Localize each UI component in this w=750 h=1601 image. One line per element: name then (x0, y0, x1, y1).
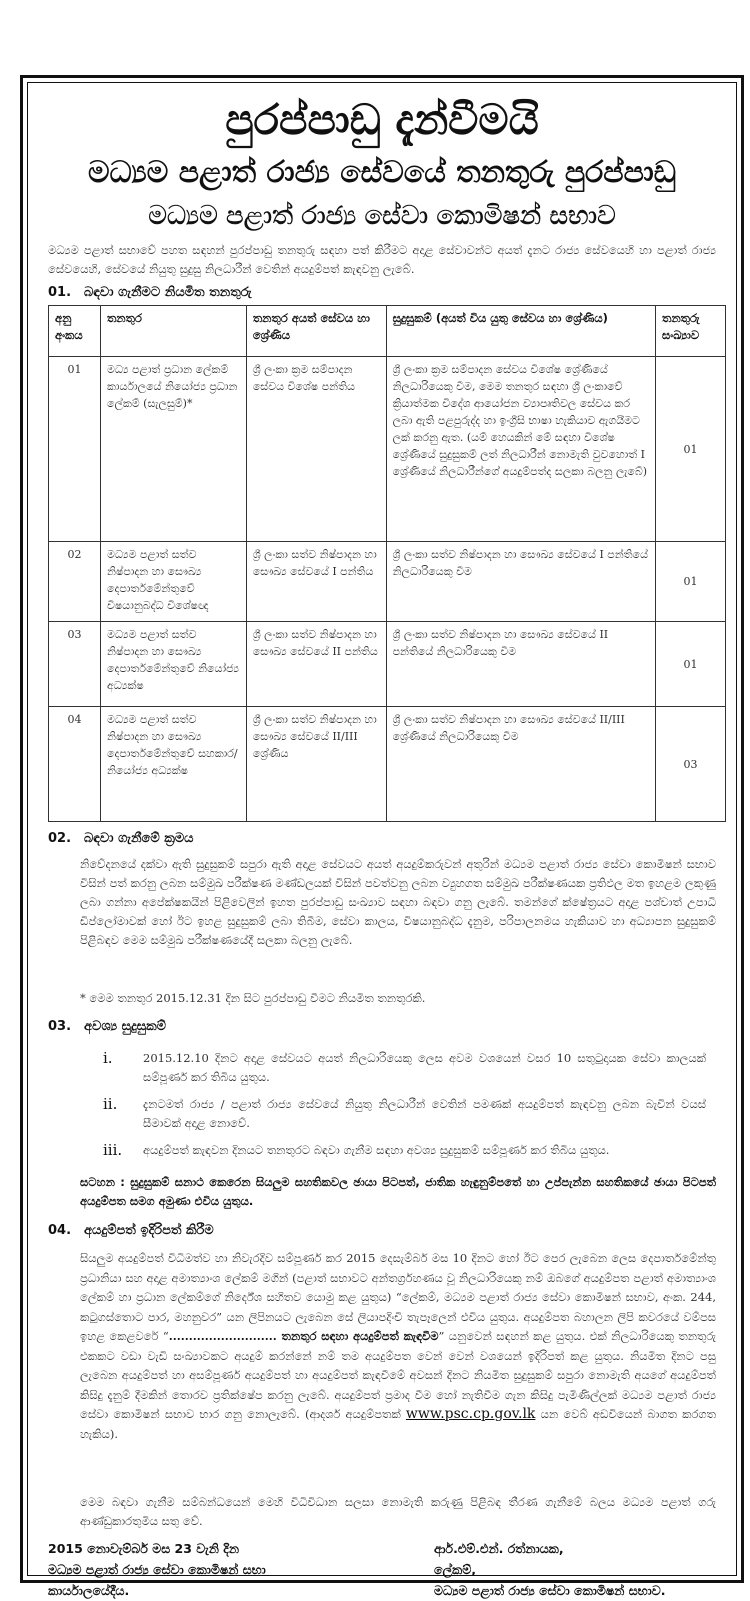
post-name: මධ්‍යම පළාත් සත්ව නිෂ්පාදන හා සෞඛ්‍ය දෙපාර්තමේන්තුවේ විෂයානුබද්ධ විශේෂඥ (100, 542, 246, 622)
qualification-item (103, 1095, 706, 1133)
post-name: මධ්‍ය පළාත් ප්‍රධාන ලේකම් කාර්යාලයේ නියෝජ්‍ය ප්‍රධාන ලේකම් (සැලසුම්)* (100, 357, 246, 542)
envelope-marking: ........................... තනතුර සඳහා අයදුම්පත් කැඳවීම (168, 1329, 439, 1343)
post-service: ශ්‍රී ලංකා ක්‍රම සම්පාදන සේවය විශේෂ පන්තිය (246, 357, 386, 542)
column-header: අනු අංකය (49, 306, 101, 357)
signatory-organization: මධ්‍යම පළාත් රාජ්‍ය සේවා කොමිෂන් සභාව. (434, 1583, 666, 1598)
signatory-title: ලේකම්, (434, 1562, 476, 1577)
row-number: 01 (49, 357, 101, 542)
section-1-heading (48, 285, 252, 300)
item-marker: i. (103, 1049, 113, 1067)
date-line: 2015 නොවැම්බර් මස 23 වැනි දින (48, 1541, 239, 1556)
office-line: කාර්යාලයේදීය. (48, 1583, 130, 1598)
notice-inner-border (27, 82, 737, 1598)
column-header: තනතුරු සංඛ්‍යාව (656, 306, 726, 357)
vacancies-table (48, 305, 726, 822)
section-number: 03. (48, 1019, 72, 1034)
section-2-heading (48, 831, 194, 846)
submission-paragraph (80, 1249, 716, 1444)
section-number: 02. (48, 831, 72, 846)
section-4-heading (48, 1223, 214, 1238)
signatory (434, 1538, 665, 1601)
column-header: සුදුසුකම් (අයත් විය යුතු සේවය හා ශ්‍රේණිය) (386, 306, 655, 357)
item-text: 2015.12.10 දිනට අදාළ සේවයට අයත් නිලධාරියෙකු ලෙස අවම වශයෙන් වසර 10 සතුටුදායක සේවා කාලයක් සම්පූර්ණ කර තිබිය යුතුය. (143, 1051, 706, 1084)
post-name: මධ්‍යම පළාත් සත්ව නිෂ්පාදන හා සෞඛ්‍ය දෙපාර්තමේන්තුවේ සහකාර/නියෝජ්‍ය අධ්‍යක්ෂ (100, 707, 246, 822)
post-name: මධ්‍යම පළාත් සත්ව නිෂ්පාදන හා සෞඛ්‍ය දෙපාර්තමේන්තුවේ නියෝජ්‍ය අධ්‍යක්ෂ (100, 622, 246, 707)
qualification-item (103, 1049, 706, 1087)
table-header-row (49, 306, 726, 357)
signatory-name: ආර්.එම්.එන්. රත්නායක, (434, 1541, 564, 1556)
column-header: තනතුර (100, 306, 246, 357)
notice-subtitle: මධ්‍යම පළාත් රාජ්‍ය සේවයේ තනතුරු පුරප්පාඩු (87, 155, 677, 190)
section-title: බඳවා ගැනීමට නියමිත තනතුරු (84, 285, 252, 300)
row-number: 03 (49, 622, 101, 707)
qualification-item (103, 1141, 706, 1160)
footnote: * මෙම තනතුර 2015.12.31 දින සිට පුරප්පාඩු වීමට නියමිත තනතුරකි. (80, 991, 426, 1005)
selection-method-paragraph: නිවේදනයේ දක්වා ඇති සුදුසුකම් සපුරා ඇති අදාළ සේවයට අයත් අයදුම්කරුවන් අතුරින් මධ්‍යම පළාත් රාජ්‍ය සේවා කොමිෂන් සභාව විසින් පත් කරනු ලබන සම්මුඛ පරීක්ෂණ මණ්ඩලයක් විසින් පවත්වනු ලබන ව්‍යුහගත සම්මුඛ පරීක්ෂණයක ප්‍රතිඵල මත ඉහළම ලකුණු ලබා ගන්නා අපේක්ෂකයින් පිළිවෙලින් ඉහත පුරප්පාඩු සංඛ්‍යාව සඳහා බඳවා ගනු ලැබේ. තමන්ගේ ක්ෂේත්‍රයට අදාළ පශ්චාත් උපාධි ඩිප්ලෝමාවක් හෝ ඊට ඉහළ සුදුසුකම් ලබා තිබීම, සේවා කාලය, විෂයානුබද්ධ දැනුම, පරිපාලනමය හැකියාව හා අධ්‍යාපන සුදුසුකම් පිළිබඳව මෙම සම්මුඛ පරීක්ෂණයේදී සලකා බලනු ලැබේ. (80, 857, 716, 947)
row-number: 04 (49, 707, 101, 822)
vacancy-count: 01 (656, 357, 726, 542)
table-row (49, 622, 726, 707)
table-row (49, 707, 726, 822)
post-service: ශ්‍රී ලංකා සත්ව නිෂ්පාදන හා සෞඛ්‍ය සේවයේ II/III ශ්‍රේණිය (246, 707, 386, 822)
notice-title: පුරප්පාඩු දැන්වීමයි (225, 95, 539, 144)
submission-text: ” යනුවෙන් සඳහන් කළ යුතුය. එක් නිලධාරියෙකු තනතුරු එකකට වඩා වැඩි සංඛ්‍යාවකට අයදුම් කරන්නේ නම් තම අයදුම්පත වෙන් වෙන් වශයෙන් ඉදිරිපත් කළ යුතුය. නියමිත දිනට පසු ලැබෙන අයදුම්පත් හා අසම්පූර්ණ අයදුම්පත් හා අයදුම්පත් කැඳවීමේ අවසන් දිනට නියමිත සුදුසුකම් සපුරා නොමැති අයගේ අයදුම්පත් කිසිදු දැනුම් දීමකින් තොරව ප්‍රතික්ෂේප කරනු ලැබේ. අයදුම්පත් ප්‍රමාද වීම හෝ නැතිවීම ගැන කිසිදු පැමිණිල්ලක් මධ්‍යම පළාත් රාජ්‍ය සේවා කොමිෂන් සභාව භාර ගනු නොලැබේ. (ආදර්ශ අයදුම්පතක් (80, 1329, 716, 1421)
submission-text: සියලුම අයදුම්පත් විධිමත්ව හා නිවැරදිව සම්පූර්ණ කර 2015 දෙසැම්බර් මස 10 දිනට හෝ ඊට පෙර ලැබෙන ලෙස දෙපාර්තමේන්තු ප්‍රධානියා සහ අදාළ අමාත්‍යාංශ ලේකම් මගින් (පළාත් සභාවට අන්තර්ග්‍රහණය වූ නිලධාරියෙකු නම් ඔබගේ අයදුම්පත පළාත් අමාත්‍යාංශ ලේකම් හා ප්‍රධාන ලේකම්ගේ නිර්දේශ සහිතව යොමු කළ යුතුය) “ලේකම්, මධ්‍යම පළාත් රාජ්‍ය සේවා කොමිෂන් සභාව, අංක. 244, කටුගස්තොට පාර, මහනුවර” යන ලිපිනයට ලැබෙන සේ ලියාපදිංචි තැපෑලෙන් එවිය යුතුය. අයදුම්පත බහාලන ලිපි කවරයේ වම්පස ඉහළ කෙළවරේ “ (80, 1251, 716, 1343)
row-number: 02 (49, 542, 101, 622)
vacancy-count: 01 (656, 542, 726, 622)
section-title: අවශ්‍ය සුදුසුකම් (84, 1019, 167, 1034)
section-title: බඳවා ගැනීමේ ක්‍රමය (84, 831, 194, 846)
item-marker: iii. (103, 1141, 123, 1159)
section-number: 01. (48, 285, 72, 300)
section-number: 04. (48, 1223, 72, 1238)
post-service: ශ්‍රී ලංකා සත්ව නිෂ්පාදන හා සෞඛ්‍ය සේවයේ II පන්තිය (246, 622, 386, 707)
office-line: මධ්‍යම පළාත් රාජ්‍ය සේවා කොමිෂන් සභා (48, 1562, 266, 1577)
item-marker: ii. (103, 1095, 118, 1113)
submission-text: යන වෙබ් අඩවියෙන් බාගත කරගත හැකිය). (80, 1407, 716, 1441)
section-3-heading (48, 1019, 166, 1034)
organization-name: මධ්‍යම පළාත් රාජ්‍ය සේවා කොමිෂන් සභාව (148, 201, 616, 231)
closing-paragraph: මෙම බඳවා ගැනීම සම්බන්ධයෙන් මෙහි විධිවිධාන සලසා නොමැති කරුණු පිළිබඳ තීරණ ගැනීමේ බලය මධ්‍යම පළාත් ගරු ආණ්ඩුකාරතුමිය සතු වේ. (80, 1495, 716, 1528)
section-title: අයදුම්පත් ඉදිරිපත් කිරීම (84, 1223, 214, 1238)
vacancy-count: 03 (656, 707, 726, 822)
column-header: තනතුර අයත් සේවය හා ශ්‍රේණිය (246, 306, 386, 357)
item-text: දැනටමත් රාජ්‍ය / පළාත් රාජ්‍ය සේවයේ නියුතු නිලධාරීන් වෙතින් පමණක් අයදුම්පත් කැඳවනු ලබන බැවින් වයස් සීමාවක් අදාළ නොවේ. (143, 1097, 706, 1130)
website-link[interactable]: www.psc.cp.gov.lk (405, 1406, 536, 1422)
intro-paragraph: මධ්‍යම පළාත් සභාවේ පහත සඳහන් පුරප්පාඩු තනතුරු සඳහා පත් කිරීමට අදාළ සේවාවන්ට අයත් දැනට රාජ්‍ය සේවයෙහි හා පළාත් රාජ්‍ය සේවයෙහි, සේවයේ නියුතු සුදුසු නිලධාරීන් වෙතින් අයදුම්පත් කැඳවනු ලැබේ. (48, 243, 716, 276)
qualification: ශ්‍රී ලංකා සත්ව නිෂ්පාදන හා සෞඛ්‍ය සේවයේ I පන්තියේ නිලධාරියෙකු වීම (386, 542, 655, 622)
qualification: ශ්‍රී ලංකා සත්ව නිෂ්පාදන හා සෞඛ්‍ය සේවයේ II/III ශ්‍රේණියේ නිලධාරියෙකු වීම (386, 707, 655, 822)
note: සටහන : සුදුසුකම් සනාථ කෙරෙන සියලුම සහතිකවල ඡායා පිටපත්, ජාතික හැඳුනුම්පතේ හා උප්පැන්න සහතිකයේ ඡායා පිටපත් අයදුම්පත සමග අමුණා එවිය යුතුය. (80, 1175, 716, 1208)
notice-frame (20, 75, 744, 1598)
post-service: ශ්‍රී ලංකා සත්ව නිෂ්පාදන හා සෞඛ්‍ය සේවයේ I පන්තිය (246, 542, 386, 622)
vacancy-count: 01 (656, 622, 726, 707)
item-text: අයදුම්පත් කැඳවන දිනයට තනතුරට බඳවා ගැනීම සඳහා අවශ්‍ය සුදුසුකම් සම්පූර්ණ කර තිබිය යුතුය. (143, 1143, 610, 1157)
qualification: ශ්‍රී ලංකා ක්‍රම සම්පාදන සේවය විශේෂ ශ්‍රේණියේ නිලධාරියෙකු වීම, මෙම තනතුර සඳහා ශ්‍රී ලංකාවේ ක්‍රියාත්මක විදේශ ආයෝජන ව්‍යාපෘතිවල සේවය කර ලබා ඇති පළපුරුද්ද හා ඉංග්‍රීසි භාෂා හැකියාව ඇගයීමට ලක් කරනු ඇත. (යම් හෙයකින් මේ සඳහා විශේෂ ශ්‍රේණියේ සුදුසුකම් ලත් නිලධාරීන් නොමැති වුවහොත් I ශ්‍රේණියේ නිලධාරීන්ගේ අයදුම්පත්ද සලකා බලනු ලැබේ) (386, 357, 655, 542)
table-row (49, 357, 726, 542)
issue-date-place (48, 1538, 266, 1601)
table-row (49, 542, 726, 622)
qualification: ශ්‍රී ලංකා සත්ව නිෂ්පාදන හා සෞඛ්‍ය සේවයේ II පන්තියේ නිලධාරියෙකු වීම (386, 622, 655, 707)
